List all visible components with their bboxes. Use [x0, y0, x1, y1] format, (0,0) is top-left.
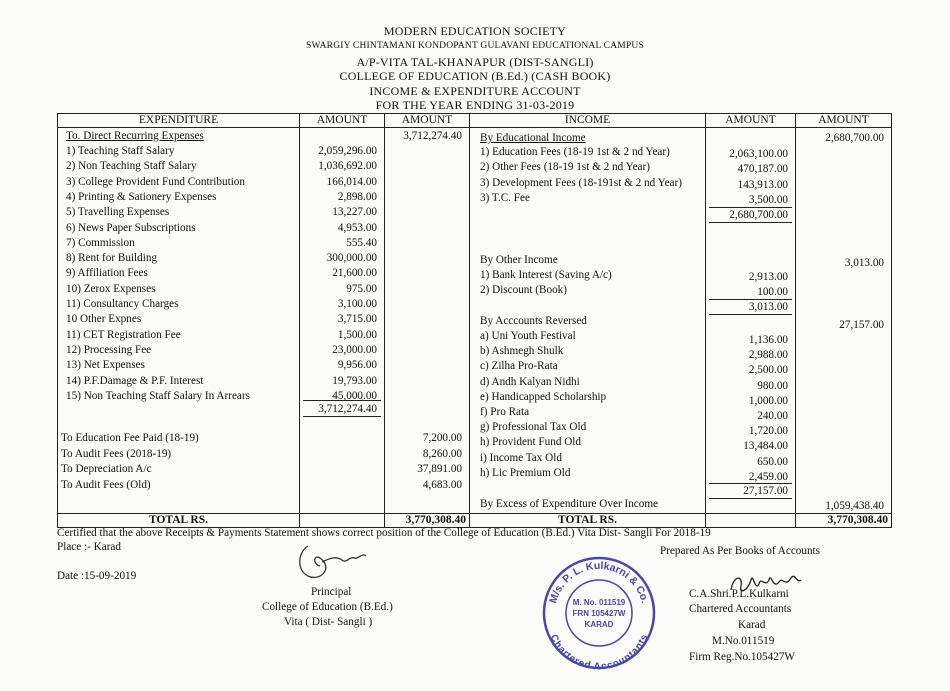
college-name: COLLEGE OF EDUCATION (B.Ed.) (CASH BOOK) [339, 69, 611, 83]
expense-item-label: 7) Commission [66, 236, 135, 249]
educational-income-amount: 470,187.00 [737, 163, 788, 176]
expense-item-label: 1) Teaching Staff Salary [66, 145, 175, 157]
other-income-amount: 2,913.00 [748, 271, 788, 283]
expense-item-label: 11) Consultancy Charges [66, 298, 179, 310]
reversed-item-amount: 980.00 [757, 379, 788, 392]
reversed-item-label: e) Handicapped Scholarship [480, 390, 607, 403]
col-income: INCOME [470, 114, 706, 128]
expense-item-amount: 19,793.00 [332, 374, 377, 387]
educational-income-amount: 2,063,100.00 [729, 148, 788, 160]
reversed-item-label: d) Andh Kalyan Nidhi [480, 375, 580, 388]
stamp-line-1: M. No. 011519 [572, 598, 626, 607]
other-income-label: 2) Discount (Book) [480, 284, 568, 297]
expense-item-label: 2) Non Teaching Staff Salary [66, 160, 197, 173]
reversed-item-amount: 2,459.00 [748, 470, 788, 483]
expense-item-amount: 13,227.00 [332, 206, 377, 219]
ca-city: Karad [738, 619, 766, 631]
direct-expenses-subtotal: 3,712,274.40 [318, 403, 377, 415]
expense-item-amount: 975.00 [346, 282, 377, 295]
ca-firm-reg-no: Firm Reg.No.105427W [689, 651, 795, 663]
other-income-total: 3,013.00 [844, 257, 884, 269]
expense-item-amount: 23,000.00 [332, 343, 377, 356]
educational-income-total: 2,680,700.00 [825, 132, 884, 144]
reversed-subtotal: 27,157.00 [743, 485, 788, 497]
educational-income-heading: By Educational Income [480, 132, 586, 144]
other-income-label: 1) Bank Interest (Saving A/c) [480, 269, 612, 281]
other-expense-amount: 7,200.00 [422, 432, 462, 444]
prepared-note: Prepared As Per Books of Accounts [660, 545, 821, 557]
direct-expenses-total: 3,712,274.40 [403, 130, 462, 142]
expense-item-amount: 1,500.00 [337, 328, 377, 341]
expense-item-label: 11) CET Registration Fee [66, 328, 181, 341]
expense-item-label: 15) Non Teaching Staff Salary In Arrears [66, 389, 250, 402]
other-income-heading: By Other Income [480, 254, 558, 266]
other-expense-amount: 8,260.00 [422, 447, 462, 460]
expense-item-label: 8) Rent for Building [66, 252, 158, 265]
expense-item-amount: 2,059,296.00 [318, 145, 377, 157]
other-expense-label: To Audit Fees (2018-19) [61, 447, 172, 460]
principal-place: Vita ( Dist- Sangli ) [284, 616, 373, 628]
expense-item-amount: 4,953.00 [337, 221, 377, 234]
income-labels-cell [470, 128, 706, 514]
reversed-item-label: h) Provident Fund Old [480, 436, 581, 449]
other-income-amount: 100.00 [757, 286, 788, 299]
expense-item-label: 13) Net Expenses [66, 359, 145, 372]
other-expense-amount: 4,683.00 [422, 478, 462, 491]
reversed-item-amount: 1,000.00 [748, 394, 788, 407]
reversed-item-label: b) Ashmegh Shulk [480, 345, 564, 358]
principal-college: College of Education (B.Ed.) [262, 601, 393, 613]
expense-item-label: 9) Affiliation Fees [66, 267, 148, 280]
statement-title: INCOME & EXPENDITURE ACCOUNT [369, 84, 581, 98]
income-grand-total: 3,770,308.40 [796, 514, 892, 528]
col-amount-4: AMOUNT [796, 114, 892, 128]
ca-firm: Chartered Accountants [689, 603, 792, 615]
ca-name: C.A.Shri.P.L.Kulkarni [689, 588, 789, 600]
educational-income-label: 2) Other Fees (18-19 1st & 2 nd Year) [480, 161, 650, 174]
stamp-line-2: FRN 105427W [572, 609, 626, 618]
expense-item-label: 4) Printing & Sationery Expenses [66, 190, 217, 203]
expense-item-amount: 3,100.00 [337, 298, 377, 310]
income-total-label: TOTAL RS. [470, 514, 706, 528]
expense-item-amount: 166,014.00 [326, 175, 377, 188]
other-expense-label: To Depreciation A/c [61, 463, 152, 476]
expenditure-amount1-cell [300, 128, 385, 514]
statement-date: Date :15-09-2019 [57, 570, 137, 582]
col-amount-2: AMOUNT [385, 114, 470, 128]
educational-income-amount: 3,500.00 [748, 193, 788, 206]
reversed-item-label: g) Professional Tax Old [480, 421, 587, 434]
stamp-ring-top: M/s. P. L. Kulkarni & Co. [547, 559, 651, 605]
income-amount3-cell [706, 128, 796, 514]
expense-item-label: 14) P.F.Damage & P.F. Interest [66, 374, 204, 387]
reversed-item-amount: 1,720.00 [748, 425, 788, 438]
expense-item-label: 5) Travelling Expenses [66, 206, 170, 219]
expenditure-total-label: TOTAL RS. [58, 514, 300, 528]
excess-expenditure-label: By Excess of Expenditure Over Income [480, 498, 659, 510]
expense-item-label: 12) Processing Fee [66, 343, 152, 356]
educational-income-label: 3) Development Fees (18-191st & 2 nd Year) [480, 176, 682, 189]
col-expenditure: EXPENDITURE [58, 114, 300, 128]
other-expense-label: To Education Fee Paid (18-19) [61, 432, 199, 444]
reversed-item-amount: 2,500.00 [748, 364, 788, 377]
campus-name: SWARGIY CHINTAMANI KONDOPANT GULAVANI EDUCATIONAL CAMPUS [306, 41, 644, 51]
reversed-item-amount: 650.00 [757, 455, 788, 468]
expenditure-grand-total: 3,770,308.40 [385, 514, 470, 528]
certification-text: Certified that the above Receipts & Payments Statement shows correct position of the College of Education (B.Ed.) Vita Dist- Sangli For 2018-19 [57, 527, 711, 539]
expense-item-label: 6) News Paper Subscriptions [66, 221, 196, 234]
expense-item-amount: 9,956.00 [337, 359, 377, 372]
reversed-item-amount: 1,136.00 [748, 334, 788, 346]
expenditure-labels-cell [58, 128, 300, 514]
society-name: MODERN EDUCATION SOCIETY [383, 24, 567, 38]
expense-item-amount: 555.40 [346, 236, 377, 249]
reversed-item-label: a) Uni Youth Festival [480, 330, 576, 342]
direct-expenses-heading: To. Direct Recurring Expenses [66, 130, 204, 142]
reversed-total: 27,157.00 [839, 319, 884, 331]
income-expenditure-table [57, 113, 892, 528]
expense-item-amount: 45,000.00 [332, 389, 377, 402]
other-expense-amount: 37,891.00 [417, 463, 462, 476]
address: A/P-VITA TAL-KHANAPUR (DIST-SANGLI) [356, 55, 594, 69]
col-amount-1: AMOUNT [300, 114, 385, 128]
expense-item-amount: 21,600.00 [332, 267, 377, 280]
educational-income-amount: 143,913.00 [737, 178, 788, 191]
expense-item-label: 3) College Provident Fund Contribution [66, 175, 245, 188]
place: Place :- Karad [57, 541, 121, 553]
excess-expenditure-amount: 1,059,438.40 [825, 500, 884, 512]
reversed-item-label: f) Pro Rata [480, 406, 530, 418]
reversed-heading: By Acccounts Reversed [480, 315, 587, 327]
reversed-item-amount: 2,988.00 [748, 349, 788, 362]
reversed-item-label: i) Income Tax Old [480, 451, 562, 464]
reversed-item-amount: 13,484.00 [743, 440, 788, 453]
income-amount4-cell [796, 128, 892, 514]
ca-membership-no: M.No.011519 [712, 635, 775, 647]
reversed-item-label: h) Lic Premium Old [480, 466, 571, 479]
educational-income-label: 1) Education Fees (18-19 1st & 2 nd Year) [480, 146, 670, 158]
principal-title: Principal [311, 586, 352, 598]
reversed-item-amount: 240.00 [757, 410, 788, 422]
expense-item-amount: 300,000.00 [326, 252, 377, 265]
expenditure-amount2-cell [385, 128, 470, 514]
svg-text:Chartered Accountants [547, 633, 650, 671]
expense-item-amount: 1,036,692.00 [318, 160, 377, 173]
expense-item-label: 10) Zerox Expenses [66, 282, 156, 295]
ca-firm-stamp [541, 555, 657, 671]
educational-income-subtotal: 2,680,700.00 [729, 209, 788, 221]
other-income-subtotal: 3,013.00 [748, 301, 788, 313]
stamp-line-3: KARAD [584, 620, 614, 629]
expense-item-amount: 3,715.00 [337, 313, 377, 326]
other-expense-label: To Audit Fees (Old) [61, 478, 151, 491]
expense-item-amount: 2,898.00 [337, 190, 377, 203]
stamp-ring-bottom: Chartered Accountants [547, 632, 651, 671]
reversed-item-label: c) Zilha Pro-Rata [480, 360, 558, 373]
statement-period: FOR THE YEAR ENDING 31-03-2019 [375, 98, 575, 112]
expense-item-label: 10 Other Expnes [66, 313, 142, 326]
col-amount-3: AMOUNT [706, 114, 796, 128]
principal-signature [290, 538, 380, 588]
educational-income-label: 3) T.C. Fee [480, 191, 530, 204]
